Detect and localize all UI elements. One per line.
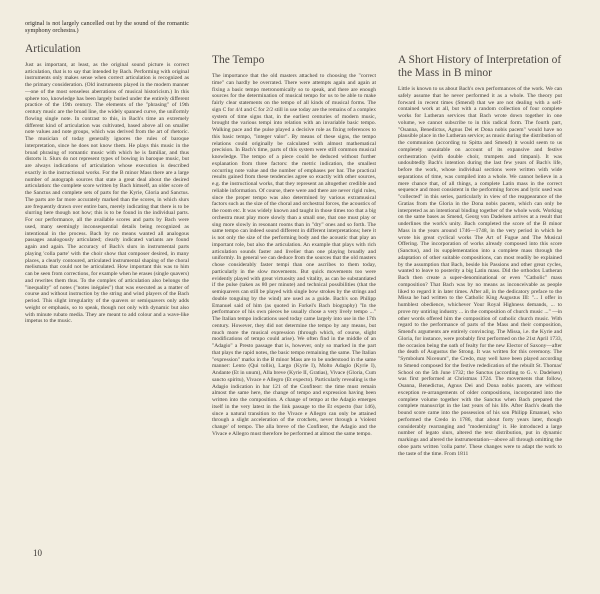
tempo-body-text	[212, 73, 376, 438]
column-left	[25, 20, 189, 325]
history-body-text	[398, 86, 562, 457]
page-number: 10	[33, 548, 42, 558]
heading-the-tempo: The Tempo	[212, 54, 265, 66]
articulation-text-source: Just as important, at least, as the original sound picture is correct articulation, that is to say that intended by Bach. Performing with original instruments only makes sense when correct articulation is recognized as the primary consideration. (Old instruments played in the modern manner—one of the most senseless aberrations of musical historicism.) In this sphere too, knowledge has been largely buried under the entirely different practice of the 19th century. The elements of the "phrasing" of 19th century music are the broad line, the widely spanned curve, the uniformly flowing single note. In contrast to this, in Bach's time an extremely different kind of articulation was cultivated, based above all on smaller note values and note groups, which was derived from the art of rhetoric. The musician of today generally ignores the rules of baroque interpretation, since he does not know them. He plays this music in the broad phrasing of romantic music with which he is familiar, and thus distorts it. Slurs do not represent types of bowing in baroque music, but are always indications of articulation whose execution is described exactly in the instructional works. For the B minor Mass there are a large number of autograph sources that state a great deal about the desired articulation: the complete score written by Bach himself, an older score of the Sanctus and complete sets of parts for the Kyrie, Gloria and Sanctus. The parts are far more accurately marked than the scores, in which slurs are frequently drawn over entire bars, merely indicating that there is to be slurring here though not how; this is to be found in the individual parts. For our performance, all the available scores and parts by Bach were used, many seemingly inconsequential details being recognized as intentional in the process. Bach by no means wanted all analogous passages analogously articulated; clearly indicated variants are found again and again. The accuracy of Bach's slurs in instrumental parts playing 'colla parte' with the choir show that composer desired, in many places, a clearly contoured, articulated instrumental shaping of the choral melismata that could not be articulated. How important this was to him can be seen from corrections, for example when he erases (single quavers) and rewrites them thus. To the complex of articulation also belongs the "inequality" of notes ("notes inégales") that was executed as a matter of course and without instruction by the string and wind players of the Bach period. This slight irregularity of the quavers or semiquavers only adds weight or emphasis, so to speak, though not only with dynamic but also with minute rubato media. They are meant to add colour and a wave-like impetus to the music.	[25, 61, 189, 325]
lead-paragraph: original is not largely cancelled out by the sound of the romantic symphony orchestra.)	[25, 20, 189, 35]
heading-articulation: Articulation	[25, 42, 81, 55]
heading-short-history: A Short History of Interpretation of the Mass in B minor	[398, 54, 562, 79]
history-text-source: Little is known to us about Bach's own performances of the work. We can safely assume that he never performed it as a whole. The theory put forward in recent times (Smend) that we are not dealing with a self-contained work at all, but with a random collection of four complete works for Lutheran services that Bach wrote down together in one volume, we cannot subscribe to in this radical form. The fourth part, "Osanna, Benedictus, Agnus Dei et Dona nobis pacem" would have no plausible place in the Lutheran service; as music during the distribution of the communion (according to Spitta and Smend) it would seem to us completely unsuitable on account of its expansive and festive orchestration (with double choir, trumpets and timpani). It was undoubtedly Bach's intention during the last few years of Bach's life, before the work, whose individual sections were written with wide separations of time, was compiled into a whole. We cannot believe in a mere chance that, of all things, a complete Latin mass in the correct sequence and most consistent in the performing forces and lyric used was "collected" in this series, particularly in view of the reappearance of the Gratias from the Gloria in the Dona nobis pacem, which can only be interpreted as an intentional binding together of the whole work. Working on the same bases as Smend, Georg von Dadelsen arrives at a result that underlines the work's unity. Bach completed the score of the B minor Mass in the years around 1746—1748, in the very period in which he wrote his great cyclical works The Art of Fugue and The Musical Offering. The incorporation of works already composed into this score (Sanctus), and its supplementation into a complete mass through the adaptation of other suitable compositions, can most readily be explained by the assumption that Bach, beside his Passions and other great cycles, wanted to leave to posterity a big Latin mass. Did the orthodox Lutheran Bach then create a super-denominational or even "Catholic" mass composition? That Bach was by no means as inconceivable as people liked to regard it in later times. After all, in the dedicatory preface to the Missa he had written to the Catholic King Augustus III: "... I offer in humblest obedience, whichever Your Royal Highness demands, ... to prove my untiring industry ... in the composition of church music ..." —in other words offered him the composition of catholic church music. With regard to the performance of parts of the Mass and their composition, Smend's arguments are entirely convincing. The Missa, i.e. the Kyrie and Gloria, for instance, were probably first performed on the 21st April 1733, the occasion being the oath of fealty for the new Elector of Saxony—after the death of Augustus the Strong. It was written for this ceremony. The "Symbolum Nicenum", the Credo, may well have been played according to Smend composed for the festive rededication of the rebuilt St. Thomas' School on the 5th June 1732; the Sanctus (according to G. v. Dadelsen) was first performed at Christmas 1724. The movements that follow, Osanna, Benedictus, Agnus Dei and Dona nobis pacem, are without exception re-arrangements of older compositions, incorporated into the complete volume together with the Sanctus when Bach prepared the complete manuscript in the last years of his life. After Bach's death the bound score came into the possession of his son Philipp Emanuel, who performed the Credo in 1786, that about forty years later, though considerably rearranging and "modernizing" it. He introduced a large number of legato slurs, altered the text distribution, put in dynamic markings and altered the instrumentation—above all through omitting the oboe parts written 'colla parte'. These changes were to adapt the work to the taste of the time. From 1811	[398, 86, 562, 457]
articulation-body-text	[25, 62, 189, 325]
column-middle	[212, 20, 376, 438]
tempo-text-source: The importance that the old masters attached to choosing the "correct time" can hardly be overrated. There were attempts again and again at fixing a basic tempo metronomically so to speak, and there are enough sources for the determination of musical tempo for us to be able to make fairly clear statements on the tempo of all kinds of musical forms. The sign C for 4/4 and C for 2/2 still in use today are the remains of a complex system of time signs that, in the earliest centuries of modern music, brought the various tempi into relation with an invariable basic tempo. Walking pace and the pulse played a decisive role as fixing references to this basic tempo, "integer valor". By means of these signs, the tempo relations could originally be calculated with almost mathematical precision. In Bach's time, parts of this system were still common musical knowledge. The tempo of a piece could be deduced without further explanation from three factors: the metric indication, the smallest occurring note value and the number of emphases per bar. The practical results gained from these tendencies agree so exactly with other sources, e.g. the instructional works, that they represent an altogether credible and reliable information. Of course, there were and there are never rigid rules, since the proper tempo was also determined by various extramusical factors such as the size of the choral and orchestral forces, the acoustics of the room etc. It was widely known and taught in those times too that a big orchestra must play more slowly than a small one, that one must play or sing more slowly in resonant rooms than in "dry" ones and so forth. The same tempo can indeed sound different in different interpretations; here it is not only the size of the performing body and the acoustic that play an important role, but also the articulation. An example that plays with rich articulation sounds faster and livelier than one playing broadly and uniformly. In general we can deduce from the sources that the old masters chose considerably faster tempi than one ascribes to them today, particularly in the slow movements. But quick movements too were evidently played with great virtuosity and vitality, as can be substantiated if the pulse (taken as 80 per minute) and technical possibilities (that the semiquavers can still be played with single bow strokes by the strings and double tonguing by the wind) are used as a guide. Bach's son Philipp Emanuel said of him (as quoted in Forkel's Bach biography) "In the performance of his own pieces he usually chose a very lively tempo ..." The Italian tempo indications used today came largely into use in the 17th century. However, they did not determine the tempo by any means, but much more the musical expression (through which, of course, slight modifications of tempo could arise). We often find in the middle of an "Adagio" a Presto passage that is, however, only so marked in the part that plays the rapid notes, the basic tempo remaining the same. The Italian "expression" marks in the B minor Mass are to be understood in the same manner: Lento (Qui tollis), Largo (Kyrie I), Molto Adagio (Kyrie I), Andante (Et in unum), Alla breve (Kyrie II, Gratias), Vivace (Gloria, Cum sancto spiritu), Vivace e Allegro (Et expecto). Particularly revealing is the Adagio indication in bar 121 of the Confiteor: the time must remain almost the same here, the change of tempo and expression having been written into the composition. A change of tempo at the Adagio emerges itself in the very latest in the link passage to the Et expecto (bar 146), since a natural transition to the Vivace e Allegro can only be attained through a slight acceleration of the crotchets, never through a 'violent change' of tempo. The alla breve of the Confiteor, the Adagio and the Vivace e Allegro must therefore be performed at almost the same tempo.	[212, 73, 376, 437]
column-right	[398, 20, 562, 457]
